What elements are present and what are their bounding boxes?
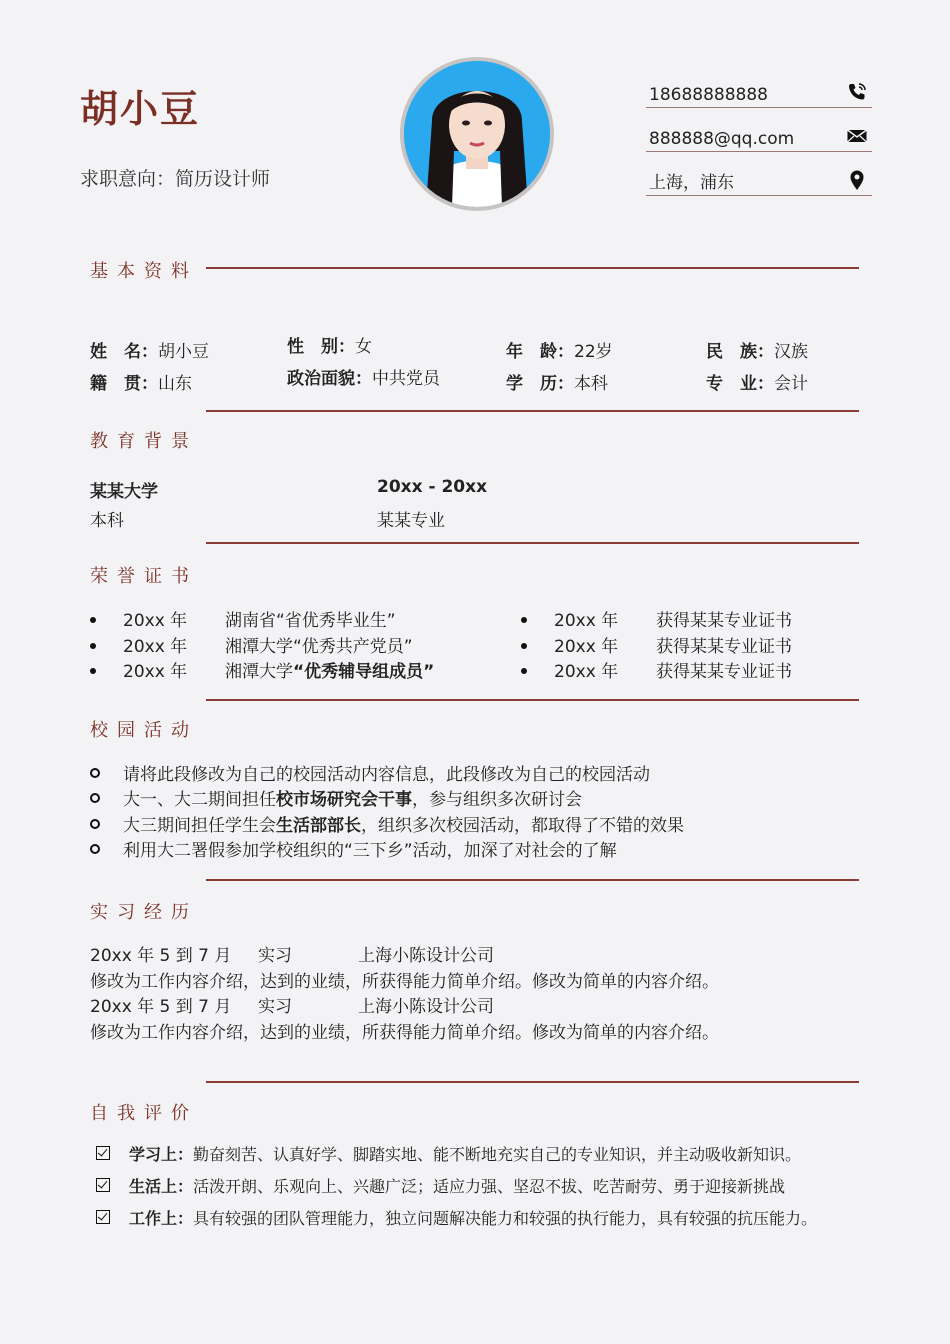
section-divider (206, 1081, 859, 1083)
section-divider (206, 879, 859, 881)
field-value: 女 (355, 337, 372, 357)
cert-text: 获得某某专业证书 (656, 637, 792, 657)
bullet-dot-icon (521, 643, 527, 649)
email-text: 888888@qq.com (649, 129, 795, 149)
intern-role: 实习 (258, 946, 292, 966)
cert-year: 20xx 年 (554, 662, 619, 682)
honor-year: 20xx 年 (123, 637, 188, 657)
field-value: 中共党员 (372, 369, 440, 389)
section-title-education: 教育背景 (90, 431, 198, 452)
intern-time: 20xx 年 5 到 7 月 (90, 997, 232, 1017)
field-label: 籍 贯： (90, 374, 158, 394)
education-period: 20xx - 20xx (377, 477, 488, 497)
candidate-name: 胡小豆 (80, 87, 201, 131)
intern-company: 上海小陈设计公司 (358, 946, 494, 966)
bullet-ring-icon (90, 768, 100, 778)
field-gender (287, 332, 372, 357)
field-label: 年 龄： (506, 342, 574, 362)
campus-text: 大三期间担任学生会 (123, 816, 276, 836)
field-name (90, 337, 209, 362)
intern-header (90, 992, 870, 1017)
major: 某某专业 (377, 511, 445, 531)
intern-header (90, 941, 870, 966)
section-divider (206, 410, 859, 412)
campus-text-bold: 校市场研究会干事 (276, 790, 412, 810)
checkbox-checked-icon (96, 1210, 110, 1224)
field-education (506, 369, 608, 394)
section-title-intern: 实习经历 (90, 902, 198, 923)
checkbox-checked-icon (96, 1146, 110, 1160)
campus-text: 大一、大二期间担任 (123, 790, 276, 810)
self-text: 勤奋刻苦、认真好学、脚踏实地、能不断地充实自己的专业知识，并主动吸收新知识。 (193, 1145, 802, 1164)
bullet-ring-icon (90, 844, 100, 854)
honor-text: 湘潭大学“优秀共产党员” (225, 637, 413, 657)
bullet-dot-icon (90, 643, 96, 649)
intern-role: 实习 (258, 997, 292, 1017)
phone-icon (846, 81, 868, 103)
self-text: 具有较强的团队管理能力，独立问题解决能力和较强的执行能力，具有较强的抗压能力。 (193, 1209, 818, 1228)
intern-time: 20xx 年 5 到 7 月 (90, 946, 232, 966)
honor-year: 20xx 年 (123, 662, 188, 682)
field-major (706, 369, 808, 394)
field-value: 会计 (774, 374, 808, 394)
honor-year: 20xx 年 (123, 611, 188, 631)
campus-text: 请将此段修改为自己的校园活动内容信息，此段修改为自己的校园活动 (123, 765, 650, 785)
field-value: 胡小豆 (158, 342, 209, 362)
honor-text: 湘潭大学 (225, 662, 293, 682)
job-intent: 求职意向：简历设计师 (80, 168, 271, 190)
campus-text: ，参与组织多次研讨会 (412, 790, 582, 810)
location-text: 上海，浦东 (649, 173, 734, 193)
self-label: 生活上： (129, 1177, 194, 1196)
cert-year: 20xx 年 (554, 611, 619, 631)
field-label: 性 别： (287, 337, 355, 357)
bullet-ring-icon (90, 793, 100, 803)
bullet-dot-icon (521, 617, 527, 623)
campus-text-bold: 生活部部长 (276, 816, 361, 836)
field-political (287, 364, 440, 389)
field-label: 民 族： (706, 342, 774, 362)
location-icon (846, 169, 868, 191)
intern-desc: 修改为工作内容介绍，达到的业绩，所获得能力简单介绍。修改为简单的内容介绍。 (90, 1023, 719, 1043)
mail-icon (846, 125, 868, 147)
field-value: 22岁 (574, 342, 613, 362)
cert-year: 20xx 年 (554, 637, 619, 657)
field-ethnicity (706, 337, 808, 362)
self-label: 工作上： (129, 1209, 194, 1228)
contact-location (646, 155, 872, 196)
profile-photo (400, 57, 554, 211)
campus-text: ，组织多次校园活动，都取得了不错的效果 (361, 816, 684, 836)
self-label: 学习上： (129, 1145, 194, 1164)
field-age (506, 337, 613, 362)
section-divider (206, 699, 859, 701)
contact-email (646, 111, 872, 152)
field-label: 姓 名： (90, 342, 158, 362)
field-label: 学 历： (506, 374, 574, 394)
field-hometown (90, 369, 192, 394)
section-title-self: 自我评价 (90, 1103, 198, 1124)
bullet-dot-icon (90, 617, 96, 623)
section-divider (206, 267, 859, 269)
intern-company: 上海小陈设计公司 (358, 997, 494, 1017)
bullet-dot-icon (90, 668, 96, 674)
cert-text: 获得某某专业证书 (656, 611, 792, 631)
section-divider (206, 542, 859, 544)
phone-text: 18688888888 (649, 85, 768, 105)
school-name: 某某大学 (90, 482, 158, 502)
contact-phone (646, 67, 872, 108)
checkbox-checked-icon (96, 1178, 110, 1192)
section-title-campus: 校园活动 (90, 720, 198, 741)
field-label: 专 业： (706, 374, 774, 394)
field-value: 山东 (158, 374, 192, 394)
cert-text: 获得某某专业证书 (656, 662, 792, 682)
section-title-honors: 荣誉证书 (90, 566, 198, 587)
field-value: 汉族 (774, 342, 808, 362)
intern-desc: 修改为工作内容介绍，达到的业绩，所获得能力简单介绍。修改为简单的内容介绍。 (90, 972, 719, 992)
bullet-ring-icon (90, 819, 100, 829)
field-value: 本科 (574, 374, 608, 394)
honor-text: 湖南省“省优秀毕业生” (225, 611, 396, 631)
field-label: 政治面貌： (287, 369, 372, 389)
degree: 本科 (90, 511, 124, 531)
honor-text-bold: “优秀辅导组成员” (293, 662, 435, 682)
section-title-basic: 基本资料 (90, 261, 198, 282)
bullet-dot-icon (521, 668, 527, 674)
self-text: 活泼开朗、乐观向上、兴趣广泛；适应力强、坚忍不拔、吃苦耐劳、勇于迎接新挑战 (193, 1177, 786, 1196)
campus-text: 利用大二署假参加学校组织的“三下乡”活动，加深了对社会的了解 (123, 841, 617, 861)
